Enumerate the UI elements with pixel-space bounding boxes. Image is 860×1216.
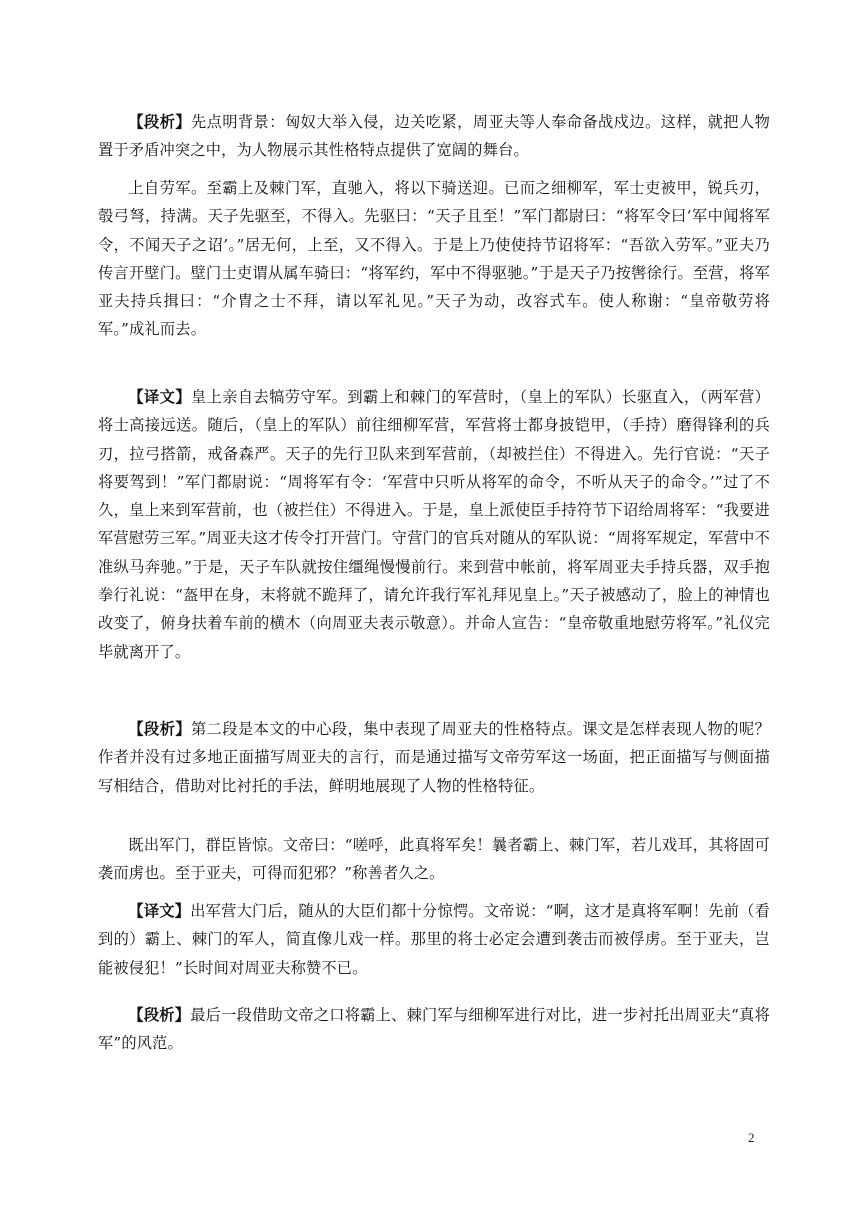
paragraph-analysis-1 — [98, 108, 770, 165]
paragraph-label: 【段析】 — [128, 113, 192, 131]
paragraph-original-text-1 — [98, 174, 770, 344]
paragraph-text: 皇上亲自去犒劳守军。到霸上和棘门的军营时，（皇上的军队）长驱直入，（两军营）将士高接远送。随后，（皇上的军队）前往细柳军营，军营将士都身披铠甲，（手持）磨得锋利的兵刃，拉弓搭箭，戒备森严。天子的先行卫队来到军营前，（却被拦住）不得进入。先行官说：“天子将要驾到！”军门都尉说：“周将军有令：‘军营中只听从将军的命令，不听从天子的命令。’”过了不久，皇上来到军营前，也（被拦住）不得进入。于是，皇上派使臣手持符节下诏给周将军：“我要进军营慰劳三军。”周亚夫这才传令打开营门。守营门的官兵对随从的军队说：“周将军规定，军营中不准纵马奔驰。”于是，天子车队就按住缰绳慢慢前行。来到营中帐前，将军周亚夫手持兵器，双手抱拳行礼说：“盔甲在身，末将就不跪拜了，请允许我行军礼拜见皇上。”天子被感动了，脸上的神情也改变了，俯身扶着车前的横木（向周亚夫表示敬意）。并命人宣告：“皇帝敬重地慰劳将军。”礼仪完毕就离开了。 — [98, 388, 770, 661]
paragraph-label: 【译文】 — [128, 902, 191, 920]
paragraph-label: 【段析】 — [128, 720, 192, 738]
paragraph-text: 先点明背景：匈奴大举入侵，边关吃紧，周亚夫等人奉命备战戍边。这样，就把人物置于矛盾冲突之中，为人物展示其性格特点提供了宽阔的舞台。 — [98, 113, 770, 160]
paragraph-text: 出军营大门后，随从的大臣们都十分惊愕。文帝说：“啊，这才是真将军啊！先前（看到的）霸上、棘门的军人，简直像儿戏一样。那里的将士必定会遭到袭击而被俘虏。至于亚夫，岂能被侵犯！”长时间对周亚夫称赞不已。 — [98, 902, 770, 977]
paragraph-text: 最后一段借助文帝之口将霸上、棘门军与细柳军进行对比，进一步衬托出周亚夫“真将军”的风范。 — [98, 1006, 770, 1053]
paragraph-analysis-2 — [98, 715, 770, 800]
paragraph-original-text-2 — [98, 831, 770, 888]
paragraph-translation-2 — [98, 897, 770, 982]
paragraph-label: 【译文】 — [128, 388, 191, 406]
paragraph-analysis-3 — [98, 1001, 770, 1058]
paragraph-label: 【段析】 — [128, 1006, 191, 1024]
paragraph-translation-1 — [98, 383, 770, 666]
page-number: 2 — [748, 1130, 755, 1145]
paragraph-text: 上自劳军。至霸上及棘门军，直驰入，将以下骑送迎。已而之细柳军，军士吏被甲，锐兵刃，彀弓弩，持满。天子先驱至，不得入。先驱曰：“天子且至！”军门都尉曰：“将军令曰‘军中闻将军令，不闻天子之诏’。”居无何，上至，又不得入。于是上乃使使持节诏将军：“吾欲入劳军。”亚夫乃传言开壁门。壁门士吏谓从属车骑曰：“将军约，军中不得驱驰。”于是天子乃按辔徐行。至营，将军亚夫持兵揖曰：“介胄之士不拜，请以军礼见。”天子为动，改容式车。使人称谢：“皇帝敬劳将军。”成礼而去。 — [98, 179, 770, 339]
paragraph-text: 既出军门，群臣皆惊。文帝曰：“嗟呼，此真将军矣！曩者霸上、棘门军，若儿戏耳，其将固可袭而虏也。至于亚夫，可得而犯邪？”称善者久之。 — [98, 836, 770, 883]
paragraph-text: 第二段是本文的中心段，集中表现了周亚夫的性格特点。课文是怎样表现人物的呢？作者并没有过多地正面描写周亚夫的言行，而是通过描写文帝劳军这一场面，把正面描写与侧面描写相结合，借助对比衬托的手法，鲜明地展现了人物的性格特征。 — [98, 720, 770, 795]
